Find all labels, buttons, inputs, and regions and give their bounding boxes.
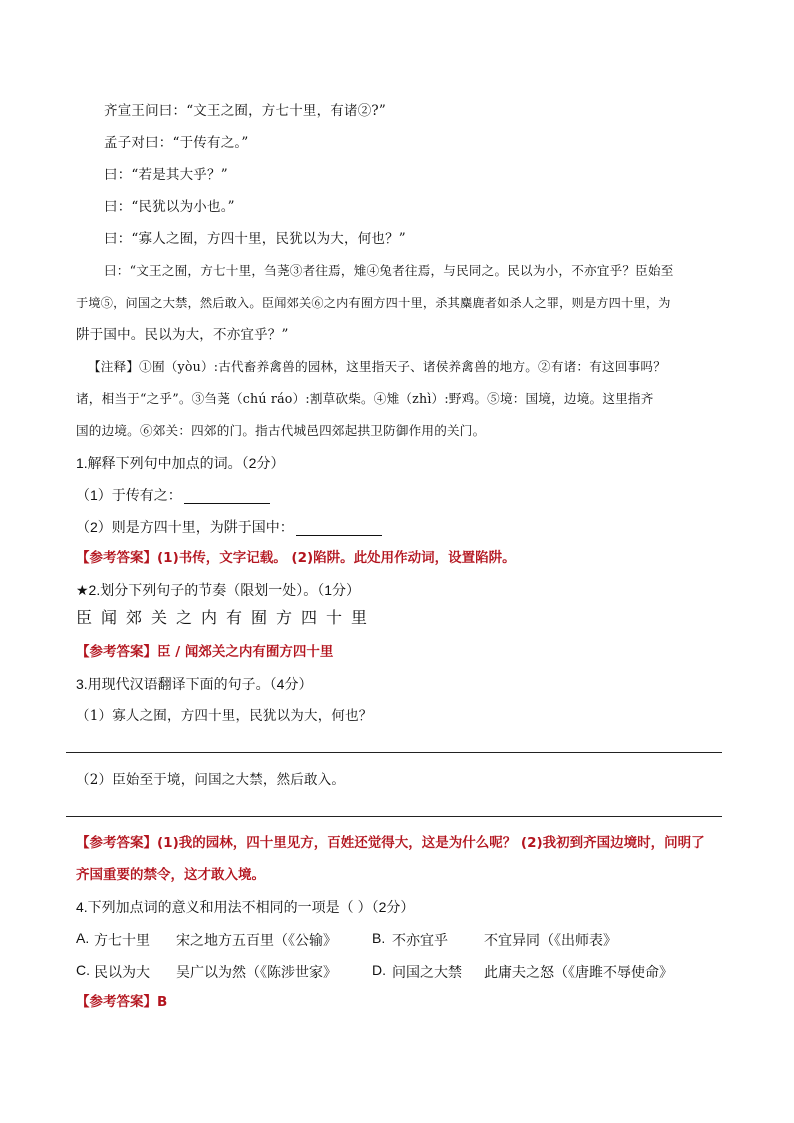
answer-line[interactable]	[66, 752, 722, 753]
option-d-word: 问国之大禁	[392, 964, 462, 980]
question-2-title: ★2.划分下列句子的节奏（限划一处）。（1分）	[76, 582, 361, 598]
answer-text: (1)我的园林，四十里见方，百姓还觉得大，这是为什么呢？ (2)我初到齐国边境时，问明了	[157, 835, 705, 851]
option-d-label: D.	[372, 962, 386, 978]
answer-tag: 【参考答案】	[76, 994, 157, 1010]
answer-blank[interactable]	[296, 521, 382, 536]
question-1-title: 1.解释下列句中加点的词。（2分）	[76, 455, 285, 471]
question-3-answer-line-1	[76, 834, 705, 852]
option-c-label: C.	[76, 962, 90, 978]
option-c-compare: 吴广以为然（《陈涉世家》	[176, 964, 337, 980]
question-3-item-1: （1）寡人之囿，方四十里，民犹以为大，何也？	[76, 708, 373, 724]
answer-tag: 【参考答案】	[76, 835, 157, 851]
option-c-word: 民以为大	[94, 964, 150, 980]
answer-tag: 【参考答案】	[76, 550, 157, 566]
question-3-answer-line-2: 齐国重要的禁令，这才敢入境。	[76, 867, 265, 883]
question-3-item-2: （2）臣始至于境，问国之大禁，然后敢入。	[76, 772, 346, 788]
answer-text: B	[157, 994, 168, 1010]
answer-tag: 【参考答案】	[76, 644, 157, 660]
question-1-item-1-text: （1）于传有之：	[76, 487, 182, 503]
question-3-title: 3.用现代汉语翻译下面的句子。（4分）	[76, 676, 313, 692]
notes-line-1: 【注释】①囿（yòu）:古代畜养禽兽的园林，这里指天子、诸侯养禽兽的地方。②有诸：有这回事吗？	[88, 359, 666, 374]
passage-line-1: 齐宣王问曰：“文王之囿，方七十里，有诸②?”	[104, 103, 386, 119]
question-1-item-2-text: （2）则是方四十里，为阱于国中：	[76, 519, 294, 535]
question-1-item-2	[76, 518, 382, 536]
answer-blank[interactable]	[184, 489, 270, 504]
answer-text: 臣 / 闻郊关之内有囿方四十里	[157, 644, 334, 660]
passage-line-2: 孟子对曰：“于传有之。”	[104, 135, 249, 151]
option-a-compare: 宋之地方五百里（《公输》	[176, 932, 337, 948]
passage-line-7: 于境⑤，问国之大禁，然后敢入。臣闻郊关⑥之内有囿方四十里，杀其麋鹿者如杀人之罪，则是方四十里，为	[76, 296, 671, 310]
passage-line-5: 曰：“寡人之囿，方四十里，民犹以为大，何也？”	[104, 231, 406, 247]
answer-text: (1)书传，文字记载。 (2)陷阱。此处用作动词，设置陷阱。	[157, 550, 516, 566]
notes-line-3: 国的边境。⑥郊关：四郊的门。指古代城邑四郊起拱卫防御作用的关门。	[76, 423, 486, 438]
question-1-answer	[76, 549, 516, 567]
notes-line-2: 诸，相当于“之乎”。③刍荛（chú ráo）:割草砍柴。④雉（zhì）:野鸡。⑤境：国境，边境。这里指齐	[76, 391, 654, 406]
question-2-answer	[76, 643, 333, 661]
option-b-compare: 不宜异同（《出师表》	[484, 932, 617, 948]
passage-line-4: 曰：“民犹以为小也。”	[104, 199, 235, 215]
question-2-sentence: 臣闻郊关之内有囿方四十里	[76, 610, 377, 627]
option-a-label: A.	[76, 930, 90, 946]
option-b-word: 不亦宜乎	[392, 932, 448, 948]
option-a-word: 方七十里	[94, 932, 150, 948]
question-4-title: 4.下列加点词的意义和用法不相同的一项是（ ）（2分）	[76, 899, 415, 915]
question-1-item-1	[76, 486, 270, 504]
passage-line-3: 曰：“若是其大乎？”	[104, 167, 228, 183]
option-b-label: B.	[372, 930, 386, 946]
answer-line[interactable]	[66, 816, 722, 817]
passage-line-8: 阱于国中。民以为大，不亦宜乎？”	[76, 327, 289, 343]
passage-line-6: 曰：“文王之囿，方七十里，刍荛③者往焉，雉④兔者往焉，与民同之。民以为小，不亦宜乎？臣始至	[104, 263, 674, 278]
option-d-compare: 此庸夫之怒（《唐雎不辱使命》	[484, 964, 673, 980]
question-4-answer	[76, 993, 167, 1011]
